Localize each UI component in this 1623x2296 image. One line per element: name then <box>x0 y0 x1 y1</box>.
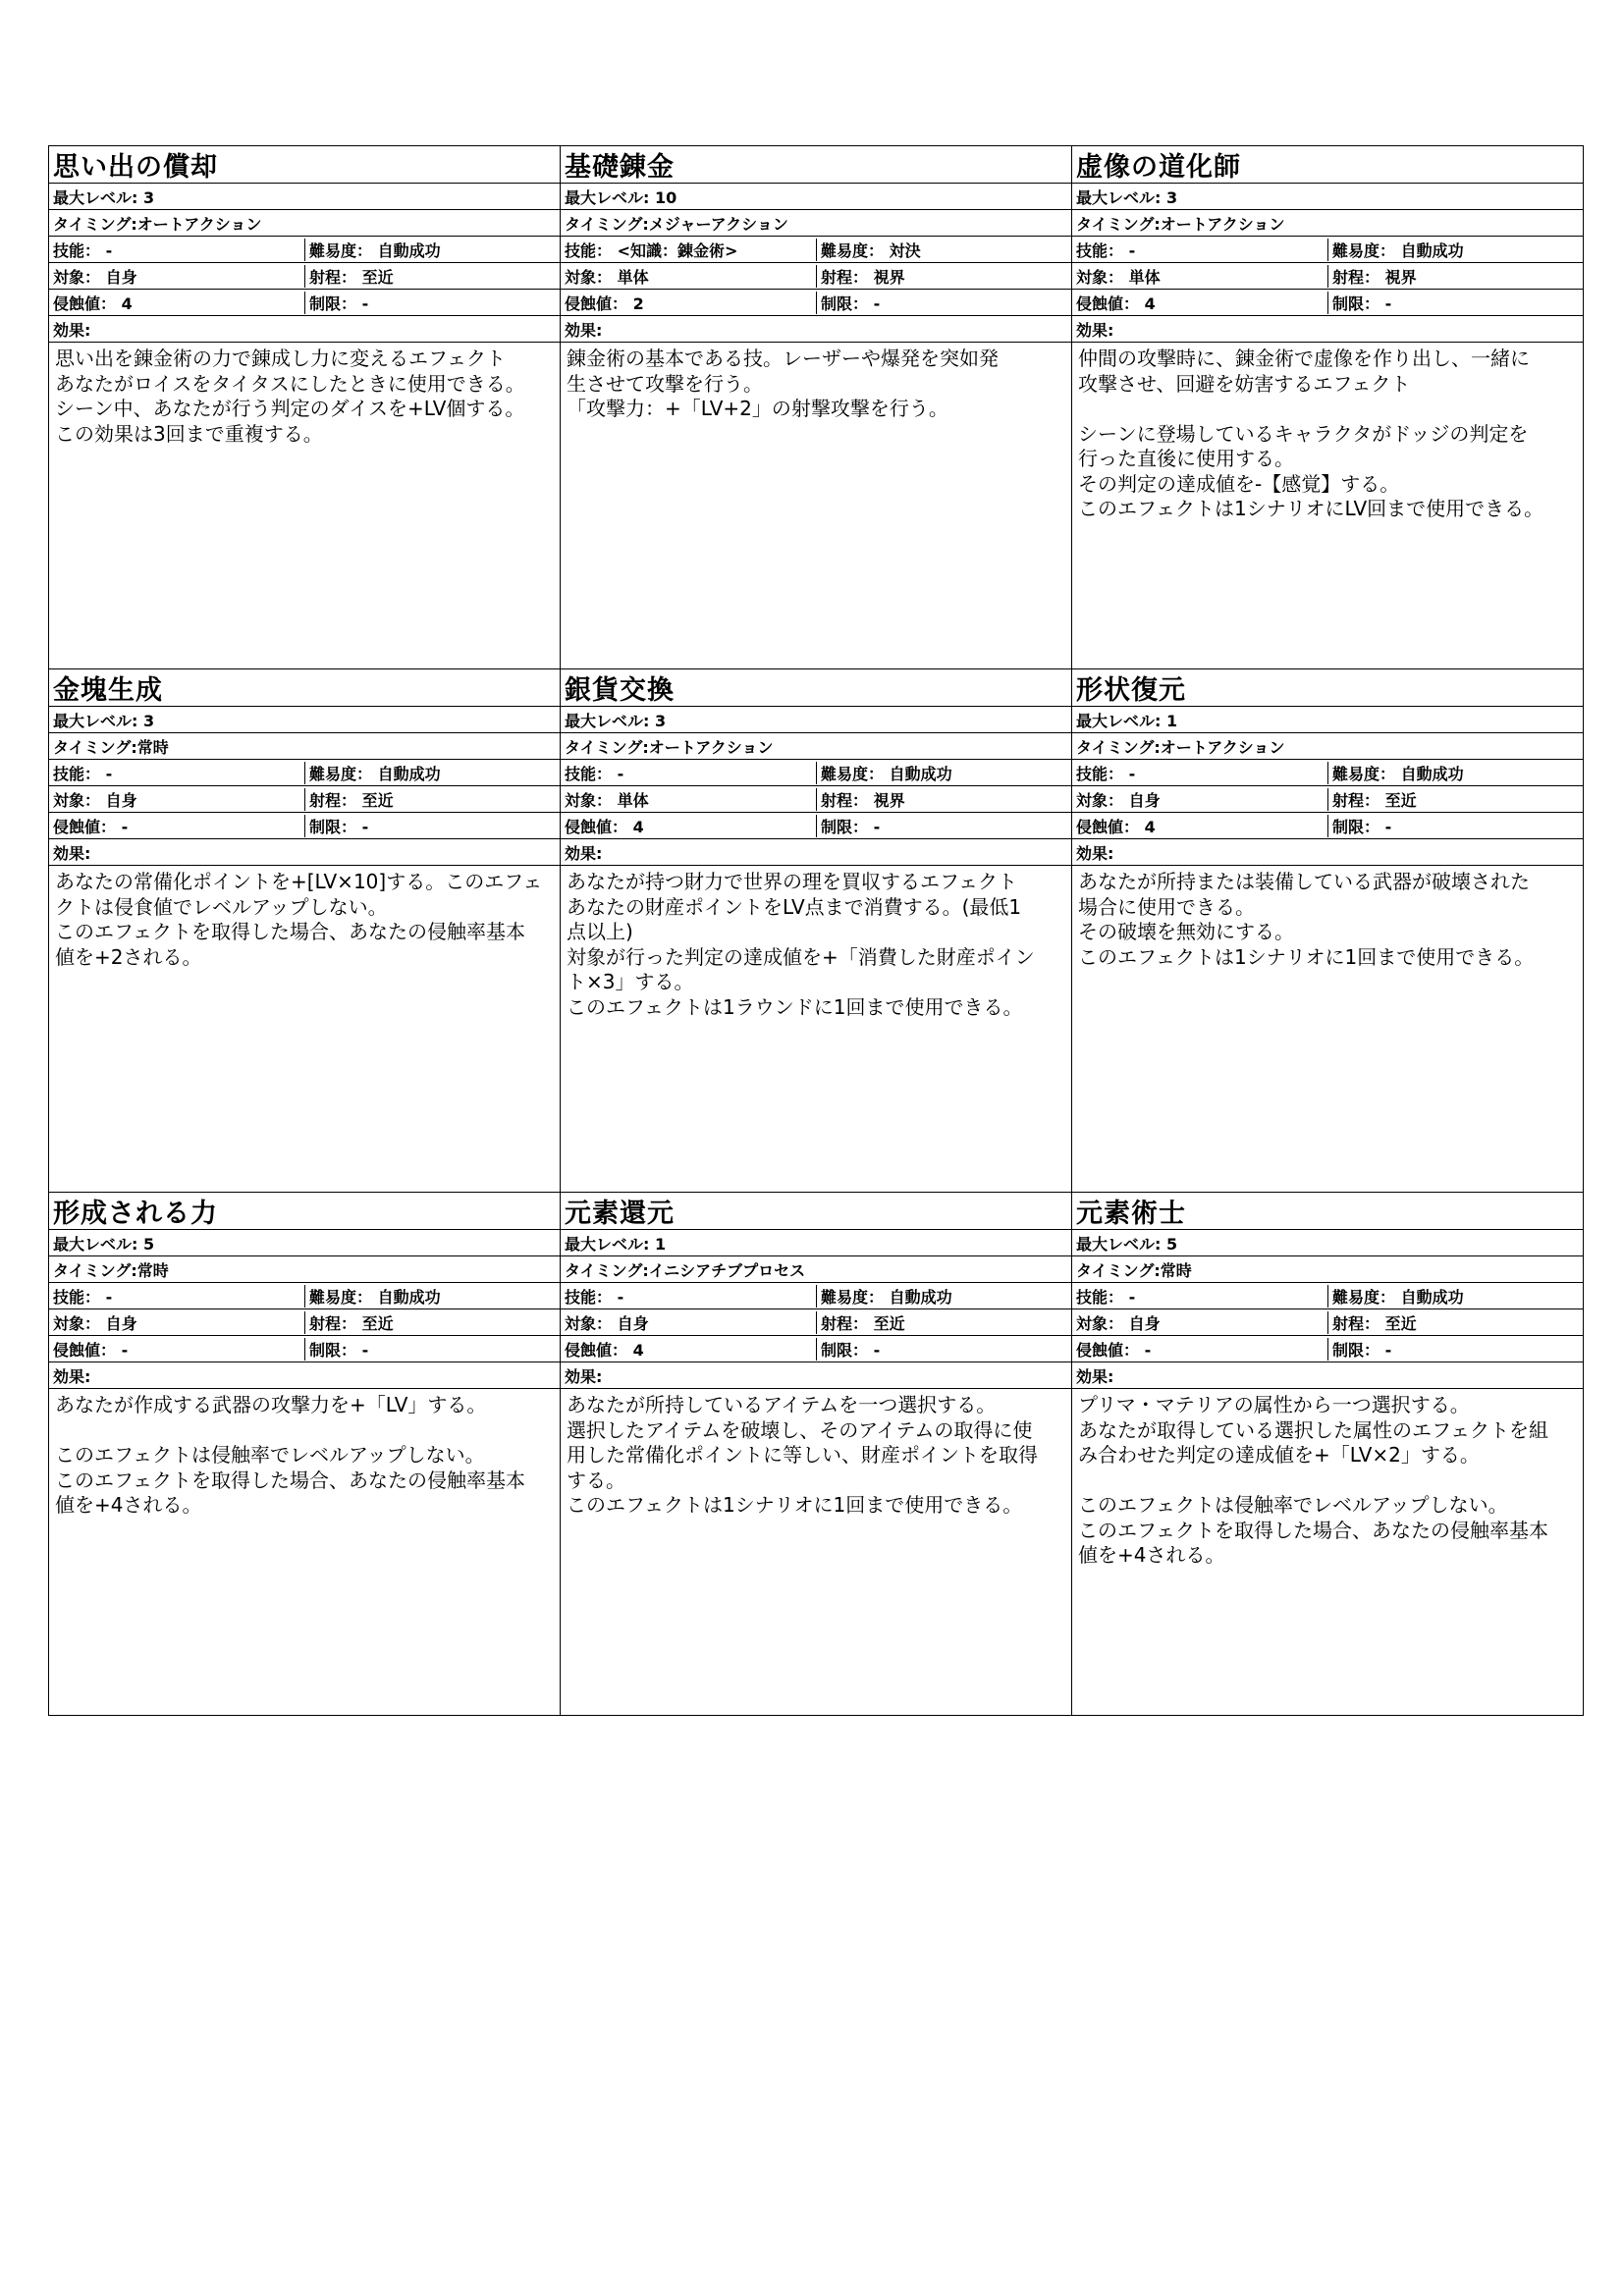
difficulty: 難易度： 自動成功 <box>1327 1285 1583 1308</box>
erosion-value: 侵蝕値： 4 <box>1076 817 1156 836</box>
skill: 技能： - <box>1076 1287 1136 1307</box>
effect-card <box>49 669 560 1192</box>
timing: タイミング:オートアクション <box>565 737 774 757</box>
card-title-row <box>1072 146 1583 184</box>
timing: タイミング:常時 <box>1076 1260 1192 1280</box>
limit: 制限： - <box>304 1338 560 1361</box>
effect-label: 効果: <box>53 320 91 340</box>
effect-card <box>49 146 560 668</box>
max-level: 最大レベル: 3 <box>1076 187 1178 207</box>
limit: 制限： - <box>304 815 560 837</box>
max-level: 最大レベル: 10 <box>565 187 677 207</box>
skill-difficulty-row <box>49 237 560 263</box>
skill-difficulty-row <box>1072 760 1583 786</box>
effect-text <box>561 866 1071 1192</box>
effect-card <box>1072 1193 1583 1715</box>
effect-text <box>561 343 1071 668</box>
effect-line: 選択したアイテムを破壊し、そのアイテムの取得に使 <box>567 1417 1033 1442</box>
skill-difficulty-row <box>561 1283 1071 1309</box>
card-cell <box>49 669 561 1193</box>
effect-line: このエフェクトは侵触率でレベルアップしない。 <box>55 1443 485 1467</box>
effect-line: このエフェクトは1シナリオに1回まで使用できる。 <box>567 1493 1023 1517</box>
effect-line: あなたが作成する武器の攻撃力を+「LV」する。 <box>55 1393 487 1416</box>
effect-line: このエフェクトは1シナリオに1回まで使用できる。 <box>1078 944 1535 969</box>
max-level-row <box>561 184 1071 210</box>
timing: タイミング:オートアクション <box>1076 214 1285 234</box>
effect-text <box>49 1389 560 1715</box>
timing-row <box>49 210 560 237</box>
target-range-row <box>1072 1309 1583 1336</box>
target: 対象： 自身 <box>53 267 137 287</box>
limit: 制限： - <box>304 292 560 314</box>
max-level-row <box>49 184 560 210</box>
limit: 制限： - <box>1327 815 1583 837</box>
effect-text <box>49 866 560 1192</box>
effect-name: 基礎錬金 <box>565 152 675 183</box>
effect-line: このエフェクトは侵触率でレベルアップしない。 <box>1078 1493 1508 1517</box>
effect-line: その判定の達成値を-【感覚】する。 <box>1078 471 1400 496</box>
effect-text <box>561 1389 1071 1715</box>
effect-text <box>1072 343 1583 668</box>
range: 射程： 至近 <box>304 265 560 288</box>
erosion-value: 侵蝕値： 2 <box>565 294 644 313</box>
effect-label-row <box>561 839 1071 866</box>
effect-line: 用した常備化ポイントに等しい、財産ポイントを取得 <box>567 1443 1038 1467</box>
timing-row <box>561 210 1071 237</box>
range: 射程： 至近 <box>1327 788 1583 811</box>
limit: 制限： - <box>816 292 1071 314</box>
effect-line: あなたがロイスをタイタスにしたときに使用できる。 <box>55 371 525 396</box>
effect-line: あなたが取得している選択した属性のエフェクトを組 <box>1078 1417 1548 1442</box>
skill: 技能： - <box>53 240 113 260</box>
effect-line: あなたの財産ポイントをLV点まで消費する。(最低1 <box>567 894 1022 919</box>
target: 対象： 単体 <box>565 790 649 810</box>
effect-label-row <box>1072 316 1583 343</box>
max-level: 最大レベル: 1 <box>565 1234 667 1254</box>
target-range-row <box>1072 263 1583 290</box>
effect-line: このエフェクトは1シナリオにLV回まで使用できる。 <box>1078 497 1544 520</box>
limit: 制限： - <box>816 815 1071 837</box>
target-range-row <box>49 263 560 290</box>
effect-line: あなたが所持しているアイテムを一つ選択する。 <box>567 1393 997 1416</box>
effect-line <box>1078 397 1577 422</box>
timing-row <box>1072 1256 1583 1283</box>
erosion-limit-row <box>1072 290 1583 316</box>
effect-label-row <box>49 839 560 866</box>
timing: タイミング:常時 <box>53 737 169 757</box>
effect-line: 行った直後に使用する。 <box>1078 447 1294 470</box>
effect-line: 思い出を錬金術の力で錬成し力に変えるエフェクト <box>55 347 506 370</box>
target: 対象： 単体 <box>1076 267 1161 287</box>
effect-label: 効果: <box>565 320 603 340</box>
effect-line: 錬金術の基本である技。レーザーや爆発を突如発 <box>567 347 999 370</box>
effect-label-row <box>561 1362 1071 1389</box>
target: 対象： 自身 <box>53 1313 137 1333</box>
erosion-value: 侵蝕値： 4 <box>53 294 133 313</box>
effect-line: このエフェクトは1ラウンドに1回まで使用できる。 <box>567 994 1023 1019</box>
card-cell <box>49 1193 561 1716</box>
effect-name: 元素還元 <box>565 1199 675 1229</box>
max-level: 最大レベル: 1 <box>1076 711 1178 730</box>
effect-line: 値を+2される。 <box>55 944 202 969</box>
effect-line: このエフェクトを取得した場合、あなたの侵触率基本 <box>55 1468 525 1492</box>
timing-row <box>49 733 560 760</box>
timing: タイミング:オートアクション <box>1076 737 1285 757</box>
card-title-row <box>561 146 1071 184</box>
erosion-limit-row <box>49 1336 560 1362</box>
range: 射程： 至近 <box>1327 1311 1583 1334</box>
max-level: 最大レベル: 3 <box>53 187 155 207</box>
erosion-value: 侵蝕値： - <box>1076 1340 1152 1360</box>
effect-label-row <box>1072 1362 1583 1389</box>
range: 射程： 視界 <box>816 788 1071 811</box>
effect-line: み合わせた判定の達成値を+「LV×2」する。 <box>1078 1443 1480 1467</box>
card-cell <box>49 146 561 669</box>
card-title-row <box>1072 1193 1583 1230</box>
max-level: 最大レベル: 3 <box>565 711 667 730</box>
timing: タイミング:メジャーアクション <box>565 214 788 234</box>
card-title-row <box>49 669 560 707</box>
effect-label: 効果: <box>1076 1366 1114 1386</box>
effect-card-sheet <box>48 145 1584 1716</box>
card-row <box>49 669 1584 1193</box>
erosion-limit-row <box>49 290 560 316</box>
effect-label-row <box>1072 839 1583 866</box>
effect-line: 値を+4される。 <box>1078 1543 1225 1567</box>
effect-name: 思い出の償却 <box>53 152 218 183</box>
erosion-value: 侵蝕値： - <box>53 817 129 836</box>
effect-label: 効果: <box>565 1366 603 1386</box>
effect-line: あなたが所持または装備している武器が破壊された <box>1078 870 1530 893</box>
effect-line <box>55 1418 554 1444</box>
erosion-limit-row <box>561 813 1071 839</box>
effect-label: 効果: <box>53 1366 91 1386</box>
erosion-limit-row <box>49 813 560 839</box>
max-level: 最大レベル: 5 <box>53 1234 155 1254</box>
max-level: 最大レベル: 5 <box>1076 1234 1178 1254</box>
effect-line: 「攻撃力：+「LV+2」の射撃攻撃を行う。 <box>567 397 948 420</box>
target: 対象： 自身 <box>1076 1313 1161 1333</box>
max-level-row <box>1072 184 1583 210</box>
timing: タイミング:常時 <box>53 1260 169 1280</box>
effect-card <box>1072 146 1583 668</box>
effect-name: 形状復元 <box>1076 675 1186 706</box>
effect-name: 元素術士 <box>1076 1199 1186 1229</box>
max-level-row <box>49 1230 560 1256</box>
effect-label: 効果: <box>565 843 603 863</box>
card-cell <box>1072 1193 1584 1716</box>
difficulty: 難易度： 自動成功 <box>816 762 1071 784</box>
effect-line: 対象が行った判定の達成値を+「消費した財産ポイン <box>567 944 1035 969</box>
skill: 技能： - <box>53 1287 113 1307</box>
effect-card <box>1072 669 1583 1192</box>
erosion-limit-row <box>1072 1336 1583 1362</box>
skill: 技能： - <box>1076 240 1136 260</box>
card-title-row <box>561 669 1071 707</box>
skill: 技能： <知識：錬金術> <box>565 240 738 260</box>
effect-label: 効果: <box>1076 843 1114 863</box>
difficulty: 難易度： 自動成功 <box>304 1285 560 1308</box>
timing: タイミング:イニシアチブプロセス <box>565 1260 806 1280</box>
target: 対象： 自身 <box>53 790 137 810</box>
target-range-row <box>49 786 560 813</box>
effect-line: この効果は3回まで重複する。 <box>55 421 323 446</box>
effect-label-row <box>49 316 560 343</box>
effect-card <box>561 146 1071 668</box>
limit: 制限： - <box>1327 292 1583 314</box>
effect-line: 点以上) <box>567 920 633 943</box>
erosion-value: 侵蝕値： - <box>53 1340 129 1360</box>
effect-card <box>561 669 1071 1192</box>
skill: 技能： - <box>1076 764 1136 783</box>
effect-text <box>49 343 560 668</box>
max-level-row <box>561 707 1071 733</box>
range: 射程： 視界 <box>1327 265 1583 288</box>
effect-name: 銀貨交換 <box>565 675 675 706</box>
effect-label: 効果: <box>1076 320 1114 340</box>
difficulty: 難易度： 自動成功 <box>304 762 560 784</box>
range: 射程： 視界 <box>816 265 1071 288</box>
card-title-row <box>49 146 560 184</box>
effect-line: 攻撃させ、回避を妨害するエフェクト <box>1078 371 1411 396</box>
erosion-value: 侵蝕値： 4 <box>565 817 644 836</box>
max-level-row <box>1072 707 1583 733</box>
max-level-row <box>561 1230 1071 1256</box>
timing-row <box>1072 733 1583 760</box>
range: 射程： 至近 <box>304 788 560 811</box>
erosion-limit-row <box>561 290 1071 316</box>
difficulty: 難易度： 対決 <box>816 239 1071 261</box>
effect-text <box>1072 866 1583 1192</box>
effect-line: このエフェクトを取得した場合、あなたの侵触率基本 <box>55 920 525 943</box>
max-level-row <box>49 707 560 733</box>
effect-line: シーン中、あなたが行う判定のダイスを+LV個する。 <box>55 397 525 420</box>
effect-line: このエフェクトを取得した場合、あなたの侵触率基本 <box>1078 1518 1548 1542</box>
effect-line: 生させて攻撃を行う。 <box>567 371 763 396</box>
difficulty: 難易度： 自動成功 <box>304 239 560 261</box>
effect-line: あなたの常備化ポイントを+[LV×10]する。このエフェ <box>55 870 543 893</box>
skill-difficulty-row <box>561 237 1071 263</box>
effect-label-row <box>561 316 1071 343</box>
effect-line: する。 <box>567 1468 625 1492</box>
timing-row <box>561 1256 1071 1283</box>
effect-line: シーンに登場しているキャラクタがドッジの判定を <box>1078 421 1529 446</box>
card-cell <box>561 669 1072 1193</box>
max-level-row <box>1072 1230 1583 1256</box>
erosion-value: 侵蝕値： 4 <box>565 1340 644 1360</box>
effect-label-row <box>49 1362 560 1389</box>
skill-difficulty-row <box>561 760 1071 786</box>
effect-line: 値を+4される。 <box>55 1493 202 1517</box>
effect-card <box>49 1193 560 1715</box>
effect-line: 場合に使用できる。 <box>1078 894 1255 919</box>
erosion-value: 侵蝕値： 4 <box>1076 294 1156 313</box>
limit: 制限： - <box>816 1338 1071 1361</box>
card-row <box>49 146 1584 669</box>
timing: タイミング:オートアクション <box>53 214 262 234</box>
target-range-row <box>49 1309 560 1336</box>
skill: 技能： - <box>565 764 624 783</box>
effect-line: 仲間の攻撃時に、錬金術で虚像を作り出し、一緒に <box>1078 347 1530 370</box>
target: 対象： 自身 <box>1076 790 1161 810</box>
effect-name: 形成される力 <box>53 1199 218 1229</box>
erosion-limit-row <box>1072 813 1583 839</box>
max-level: 最大レベル: 3 <box>53 711 155 730</box>
target-range-row <box>561 263 1071 290</box>
skill-difficulty-row <box>49 760 560 786</box>
skill: 技能： - <box>53 764 113 783</box>
difficulty: 難易度： 自動成功 <box>1327 239 1583 261</box>
effect-text <box>1072 1389 1583 1715</box>
card-cell <box>1072 146 1584 669</box>
difficulty: 難易度： 自動成功 <box>816 1285 1071 1308</box>
effect-card <box>561 1193 1071 1715</box>
card-title-row <box>1072 669 1583 707</box>
effect-line <box>1078 1468 1577 1494</box>
skill: 技能： - <box>565 1287 624 1307</box>
difficulty: 難易度： 自動成功 <box>1327 762 1583 784</box>
card-cell <box>1072 669 1584 1193</box>
target-range-row <box>561 786 1071 813</box>
effect-line: その破壊を無効にする。 <box>1078 920 1294 943</box>
card-title-row <box>49 1193 560 1230</box>
range: 射程： 至近 <box>816 1311 1071 1334</box>
range: 射程： 至近 <box>304 1311 560 1334</box>
timing-row <box>49 1256 560 1283</box>
effect-line: ト×3」する。 <box>567 970 694 993</box>
timing-row <box>1072 210 1583 237</box>
effect-line: プリマ・マテリアの属性から一つ選択する。 <box>1078 1393 1470 1416</box>
skill-difficulty-row <box>1072 237 1583 263</box>
target: 対象： 自身 <box>565 1313 649 1333</box>
target-range-row <box>561 1309 1071 1336</box>
timing-row <box>561 733 1071 760</box>
erosion-limit-row <box>561 1336 1071 1362</box>
target: 対象： 単体 <box>565 267 649 287</box>
effect-name: 虚像の道化師 <box>1076 152 1241 183</box>
card-row <box>49 1193 1584 1716</box>
target-range-row <box>1072 786 1583 813</box>
card-cell <box>561 1193 1072 1716</box>
effect-label: 効果: <box>53 843 91 863</box>
skill-difficulty-row <box>1072 1283 1583 1309</box>
limit: 制限： - <box>1327 1338 1583 1361</box>
skill-difficulty-row <box>49 1283 560 1309</box>
card-cell <box>561 146 1072 669</box>
effect-line: クトは侵食値でレベルアップしない。 <box>55 894 388 919</box>
effect-line: あなたが持つ財力で世界の理を買収するエフェクト <box>567 870 1017 893</box>
effect-name: 金塊生成 <box>53 675 163 706</box>
card-title-row <box>561 1193 1071 1230</box>
